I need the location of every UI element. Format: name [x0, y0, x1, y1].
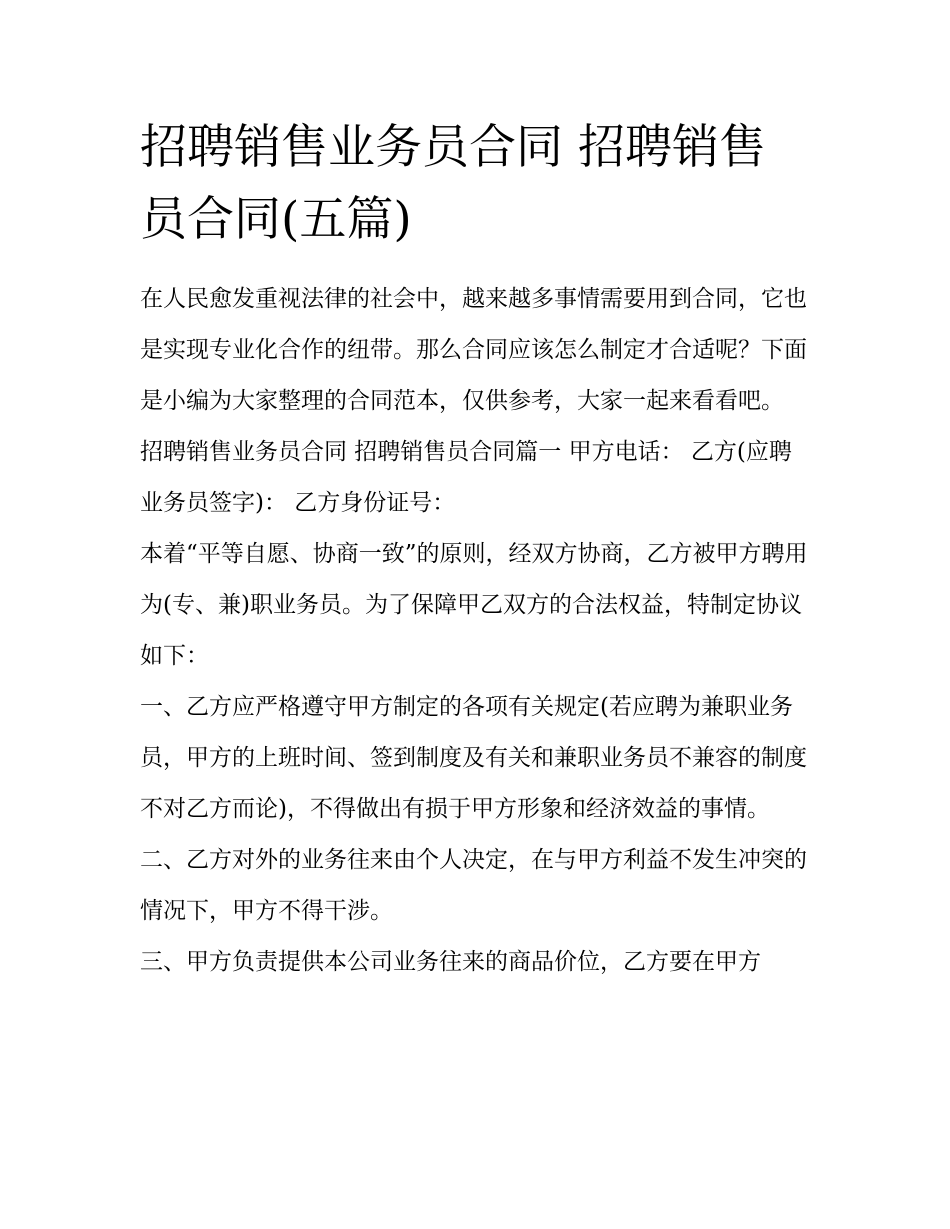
paragraph-clause-1: 一、乙方应严格遵守甲方制定的各项有关规定(若应聘为兼职业务员，甲方的上班时间、签到制度及有关和兼职业务员不兼容的制度不对乙方而论)，不得做出有损于甲方形象和经济效益的事情。 [140, 694, 807, 822]
document-body [140, 112, 812, 988]
paragraph-contract-header: 招聘销售业务员合同 招聘销售员合同篇一 甲方电话： 乙方(应聘业务员签字)： 乙方身份证号： [140, 439, 792, 516]
paragraph-intro: 在人民愈发重视法律的社会中，越来越多事情需要用到合同，它也是实现专业化合作的纽带。那么合同应该怎么制定才合适呢？下面是小编为大家整理的合同范本，仅供参考，大家一起来看看吧。 [140, 286, 807, 414]
document-title: 招聘销售业务员合同 招聘销售员合同(五篇) [140, 120, 766, 247]
paragraph-clause-2: 二、乙方对外的业务往来由个人决定，在与甲方利益不发生冲突的情况下，甲方不得干涉。 [140, 847, 807, 924]
title-spacer [140, 256, 812, 274]
paragraph-principle: 本着“平等自愿、协商一致”的原则，经双方协商，乙方被甲方聘用为(专、兼)职业务员。为了保障甲乙双方的合法权益，特制定协议如下： [140, 541, 808, 669]
paragraph-clause-3: 三、甲方负责提供本公司业务往来的商品价位，乙方要在甲方 [140, 949, 761, 975]
